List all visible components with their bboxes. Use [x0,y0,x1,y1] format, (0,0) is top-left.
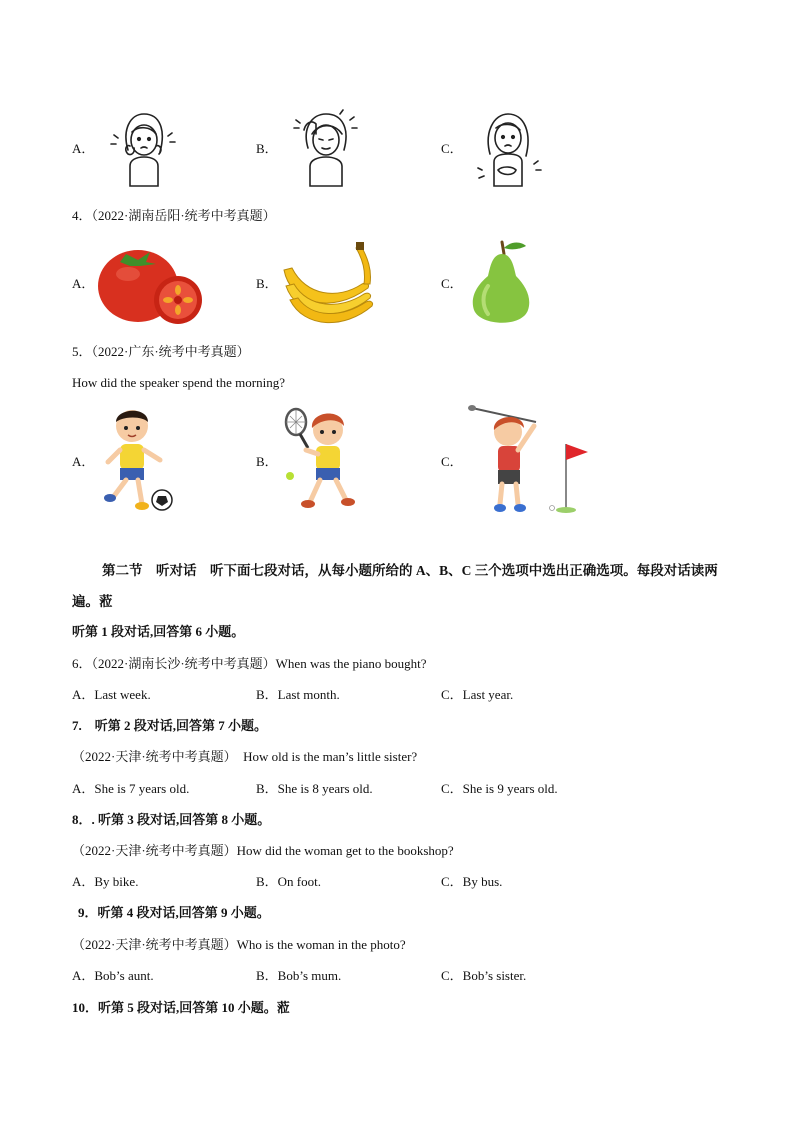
q7-option-b: B．She is 8 years old. [256,781,373,796]
boy-playing-golf-icon [466,404,592,516]
q6-option-b: B．Last month. [256,687,340,702]
section-2-heading: 第二节 听对话 听下面七段对话，从每小题所给的 A、B、C 三个选项中选出正确选项。每段对话读两遍。蒞 [72,563,718,609]
q3-option-a-label: A． [72,141,95,156]
q7-instruction: 7. 听第 2 段对话,回答第 7 小题。 [72,718,268,733]
q9-stem: （2022·天津·统考中考真题）Who is the woman in the photo? [72,937,406,952]
q9-option-c: C．Bob’s sister. [441,968,527,983]
q7-option-c: C．She is 9 years old. [441,781,558,796]
q4-option-b-label: B． [256,276,278,291]
q4-option-c-label: C． [441,276,463,291]
q8-option-a: A．By bike. [72,874,139,889]
q3-option-c-label: C． [441,141,463,156]
q4-header: 4．（2022·湖南岳阳·统考中考真题） [72,208,276,223]
q5-option-a-label: A． [72,454,95,469]
q8-option-c: C．By bus. [441,874,503,889]
q5-option-b-label: B． [256,454,278,469]
q8-option-b: B．On foot. [256,874,322,889]
q8-instruction: 8．. 听第 3 段对话,回答第 8 小题。 [72,812,271,827]
q3-option-b-label: B． [256,141,278,156]
q5-option-c-label: C． [441,454,463,469]
q5-question: How did the speaker spend the morning? [72,375,286,390]
girl-toothache-icon [108,110,178,190]
q9-option-a: A．Bob’s aunt. [72,968,154,983]
q10-instruction: 10．听第 5 段对话,回答第 10 小题。蒞 [72,1000,290,1015]
q6-option-a: A．Last week. [72,687,151,702]
q9-option-b: B．Bob’s mum. [256,968,342,983]
q5-header: 5．（2022·广东·统考中考真题） [72,344,250,359]
q4-option-a-label: A． [72,276,95,291]
pear-icon [466,236,536,330]
girl-stomachache-icon [472,110,544,190]
girl-headache-icon [290,108,360,190]
q8-stem: （2022·天津·统考中考真题）How did the woman get to the bookshop? [72,843,454,858]
q7-stem: （2022·天津·统考中考真题） How old is the man’s little sister? [72,749,418,764]
q6-option-c: C．Last year. [441,687,514,702]
banana-icon [280,240,376,328]
q9-instruction: 9．听第 4 段对话,回答第 9 小题。 [78,905,270,920]
boy-playing-football-icon [96,404,176,514]
boy-playing-tennis-icon [282,404,362,514]
q6-stem: 6．（2022·湖南长沙·统考中考真题）When was the piano bought? [72,656,427,671]
q6-instruction: 听第 1 段对话,回答第 6 小题。 [72,624,245,639]
tomato-icon [96,238,206,330]
q7-option-a: A．She is 7 years old. [72,781,190,796]
